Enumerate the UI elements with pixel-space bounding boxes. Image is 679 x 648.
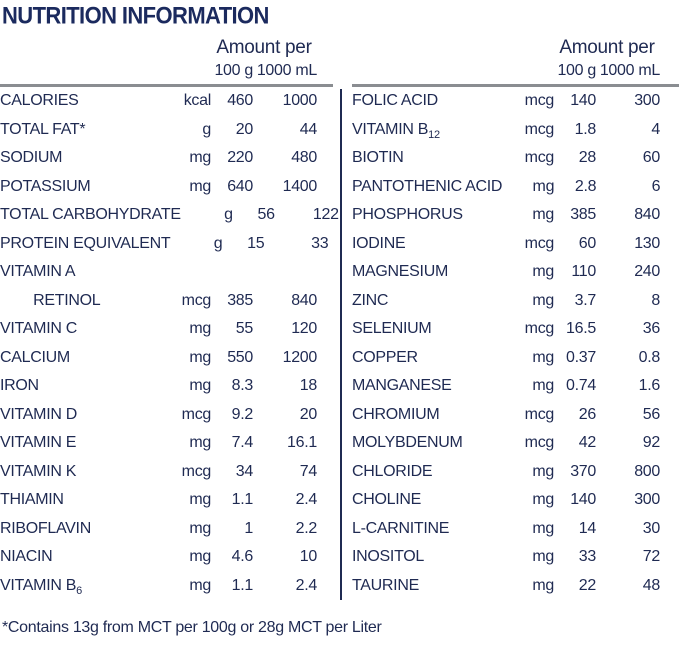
nutrient-label-text: TOTAL FAT* [0, 120, 86, 138]
nutrient-label [352, 349, 502, 367]
nutrient-unit: mcg [524, 234, 554, 252]
nutrient-label-text: CALORIES [0, 92, 79, 110]
table-row [0, 87, 333, 116]
nutrient-unit: mg [532, 519, 554, 537]
table-row [0, 315, 333, 344]
value-per-100g: 1.8 [574, 120, 596, 138]
value-per-1000ml: 20 [299, 405, 317, 423]
left-table-header [0, 36, 333, 82]
nutrient-unit: mg [189, 377, 211, 395]
nutrient-label-text: TAURINE [352, 576, 419, 594]
table-row [352, 287, 679, 316]
table-row [0, 201, 339, 230]
nutrient-label-text: BIOTIN [352, 149, 404, 167]
value-per-100g: 460 [227, 92, 253, 110]
column-header-100g: 100 g [214, 62, 253, 79]
table-row [0, 515, 333, 544]
value-per-100g: 4.6 [231, 548, 253, 566]
value-per-100g: 55 [235, 320, 253, 338]
nutrient-label-text: INOSITOL [352, 548, 424, 566]
value-per-1000ml: 18 [299, 377, 317, 395]
nutrient-unit: mg [189, 177, 211, 195]
table-row [352, 458, 679, 487]
value-per-1000ml: 36 [642, 320, 660, 338]
nutrient-label [352, 377, 502, 395]
table-row [0, 572, 333, 601]
value-per-100g: 140 [570, 491, 596, 509]
nutrient-unit: mcg [524, 320, 554, 338]
right-nutrition-table [352, 36, 679, 600]
value-per-100g: 3.7 [574, 291, 596, 309]
value-per-100g: 16.5 [566, 320, 596, 338]
value-per-100g: 385 [227, 291, 253, 309]
nutrient-unit: mg [532, 291, 554, 309]
nutrient-unit: mcg [524, 92, 554, 110]
nutrient-unit: mg [532, 462, 554, 480]
nutrient-label [0, 577, 159, 595]
nutrient-label [0, 434, 159, 452]
column-header-1000ml: 1000 mL [256, 62, 317, 79]
table-row [0, 258, 333, 287]
nutrient-label [0, 149, 159, 167]
nutrient-unit: g [202, 120, 211, 138]
nutrient-label-text: SODIUM [0, 149, 63, 167]
nutrient-label-text: CHROMIUM [352, 405, 440, 423]
nutrient-label [352, 292, 502, 310]
nutrient-label-text: ZINC [352, 291, 389, 309]
nutrient-label [0, 491, 159, 509]
nutrient-label-text: POTASSIUM [0, 177, 91, 195]
value-per-100g: 640 [227, 177, 253, 195]
value-per-100g: 1.1 [231, 491, 253, 509]
page-title: NUTRITION INFORMATION [2, 2, 269, 30]
nutrient-unit: mg [189, 491, 211, 509]
nutrient-unit: mg [189, 548, 211, 566]
table-row [352, 344, 679, 373]
value-per-1000ml: 800 [634, 462, 660, 480]
value-per-1000ml: 300 [634, 92, 660, 110]
table-row [352, 230, 679, 259]
value-per-1000ml: 2.4 [295, 491, 317, 509]
nutrient-label-text: FOLIC ACID [352, 92, 438, 110]
table-row [352, 543, 679, 572]
nutrient-label-text: VITAMIN K [0, 462, 77, 480]
nutrient-unit: mg [532, 263, 554, 281]
column-header-100g: 100 g [557, 62, 596, 79]
value-per-1000ml: 1400 [282, 177, 317, 195]
nutrient-label-text: VITAMIN D [0, 405, 78, 423]
value-per-1000ml: 0.8 [638, 348, 660, 366]
value-per-1000ml: 4 [651, 120, 660, 138]
nutrient-unit: mg [532, 576, 554, 594]
nutrient-label [0, 520, 159, 538]
nutrient-label-text: MOLYBDENUM [352, 434, 463, 452]
value-per-100g: 20 [235, 120, 253, 138]
nutrient-label-text: CHLORIDE [352, 462, 433, 480]
nutrient-label [0, 178, 159, 196]
table-row [0, 287, 333, 316]
nutrient-label-text: SELENIUM [352, 320, 432, 338]
value-per-1000ml: 74 [299, 462, 317, 480]
value-per-1000ml: 300 [634, 491, 660, 509]
nutrient-label-text: VITAMIN C [0, 320, 78, 338]
left-nutrition-table [0, 36, 339, 600]
table-row [0, 173, 333, 202]
value-per-100g: 33 [578, 548, 596, 566]
amount-per-header: Amount per [216, 37, 312, 58]
nutrient-label [0, 548, 159, 566]
nutrient-unit: mcg [524, 405, 554, 423]
value-per-1000ml: 2.2 [295, 519, 317, 537]
value-per-1000ml: 120 [291, 320, 317, 338]
right-table-rows [352, 87, 679, 600]
column-divider [340, 89, 342, 600]
value-per-100g: 1 [244, 519, 253, 537]
nutrient-label [352, 206, 502, 224]
nutrient-unit: mg [189, 320, 211, 338]
value-per-100g: 56 [257, 206, 275, 224]
table-row [0, 458, 333, 487]
nutrient-unit: mcg [524, 434, 554, 452]
table-row [352, 315, 679, 344]
nutrient-unit: mcg [524, 149, 554, 167]
nutrient-label-text: IRON [0, 377, 39, 395]
nutrient-label [352, 149, 502, 167]
nutrient-label [352, 520, 502, 538]
value-per-1000ml: 48 [642, 576, 660, 594]
value-per-100g: 26 [578, 405, 596, 423]
nutrient-label-text: PHOSPHORUS [352, 206, 463, 224]
table-row [0, 429, 333, 458]
nutrient-label [0, 92, 159, 110]
nutrient-label-text: CALCIUM [0, 348, 70, 366]
table-row [0, 144, 333, 173]
nutrient-label-text: PROTEIN EQUIVALENT [0, 234, 171, 252]
nutrient-label-text: THIAMIN [0, 491, 64, 509]
nutrient-label-text: VITAMIN B [352, 120, 429, 138]
value-per-1000ml: 130 [634, 234, 660, 252]
value-per-100g: 15 [247, 234, 265, 252]
nutrient-unit: g [224, 206, 233, 224]
value-per-1000ml: 240 [634, 263, 660, 281]
value-per-100g: 140 [570, 92, 596, 110]
value-per-1000ml: 8 [651, 291, 660, 309]
nutrient-unit: mg [532, 548, 554, 566]
nutrient-label [352, 434, 502, 452]
table-row [352, 173, 679, 202]
nutrient-unit: mcg [181, 405, 211, 423]
nutrient-label [0, 320, 159, 338]
table-row [352, 372, 679, 401]
nutrient-label [0, 121, 159, 139]
value-per-1000ml: 44 [299, 120, 317, 138]
nutrient-unit: mg [189, 434, 211, 452]
value-per-100g: 2.8 [574, 177, 597, 195]
table-row [352, 401, 679, 430]
nutrient-label-text: CHOLINE [352, 491, 422, 509]
value-per-1000ml: 840 [634, 206, 660, 224]
value-per-100g: 370 [570, 462, 596, 480]
value-per-1000ml: 1.6 [638, 377, 660, 395]
nutrient-label [0, 292, 159, 310]
nutrition-label [0, 2, 679, 648]
nutrient-label [352, 491, 502, 509]
nutrient-label-text: VITAMIN E [0, 434, 77, 452]
right-table-header [352, 36, 679, 82]
nutrient-label-text: IODINE [352, 234, 406, 252]
table-row [0, 486, 333, 515]
nutrient-label [352, 92, 502, 110]
value-per-100g: 22 [578, 576, 596, 594]
nutrient-label [352, 463, 502, 481]
nutrient-label [352, 235, 502, 253]
value-per-1000ml: 33 [311, 234, 329, 252]
value-per-1000ml: 1000 [282, 92, 317, 110]
table-row [352, 116, 679, 145]
value-per-100g: 1.1 [231, 576, 253, 594]
nutrient-label-text: NIACIN [0, 548, 53, 566]
value-per-1000ml: 1200 [282, 348, 317, 366]
nutrient-label [0, 349, 159, 367]
value-per-1000ml: 16.1 [287, 434, 317, 452]
table-row [352, 201, 679, 230]
nutrient-label-text: COPPER [352, 348, 418, 366]
value-per-100g: 385 [570, 206, 596, 224]
nutrient-unit: mcg [181, 291, 211, 309]
nutrient-label-text: MAGNESIUM [352, 263, 448, 281]
nutrient-label-text: PANTOTHENIC ACID [352, 177, 503, 195]
column-header-1000ml: 1000 mL [599, 62, 660, 79]
table-row [352, 515, 679, 544]
amount-per-header: Amount per [559, 37, 655, 58]
nutrient-label-text: VITAMIN B [0, 576, 77, 594]
table-row [0, 344, 333, 373]
nutrient-label-text: RIBOFLAVIN [0, 519, 91, 537]
nutrient-unit: mg [189, 149, 211, 167]
value-per-100g: 0.37 [566, 348, 596, 366]
nutrient-label-subscript: 6 [76, 584, 82, 597]
value-per-1000ml: 6 [651, 177, 661, 195]
value-per-100g: 9.2 [231, 405, 253, 423]
nutrient-unit: mg [532, 206, 554, 224]
nutrient-label [0, 206, 181, 224]
table-row [352, 486, 679, 515]
value-per-100g: 42 [578, 434, 596, 452]
value-per-1000ml: 122 [312, 206, 339, 224]
nutrient-unit: mg [189, 348, 211, 366]
nutrient-label [0, 406, 159, 424]
table-row [0, 116, 333, 145]
nutrient-unit: mg [532, 377, 554, 395]
table-row [352, 572, 679, 601]
value-per-100g: 34 [235, 462, 253, 480]
value-per-100g: 110 [571, 263, 596, 281]
nutrient-label-text: MANGANESE [352, 377, 452, 395]
nutrient-label [0, 235, 170, 253]
value-per-100g: 28 [578, 149, 596, 167]
value-per-1000ml: 2.4 [295, 576, 317, 594]
value-per-100g: 7.4 [231, 434, 253, 452]
value-per-100g: 8.3 [231, 377, 253, 395]
value-per-1000ml: 840 [291, 291, 317, 309]
nutrient-label [0, 263, 159, 281]
value-per-1000ml: 56 [642, 405, 660, 423]
value-per-1000ml: 480 [291, 149, 317, 167]
nutrient-unit: mg [532, 491, 554, 509]
value-per-100g: 14 [578, 519, 596, 537]
nutrient-label-subscript: 12 [428, 128, 440, 141]
nutrient-label-text: VITAMIN A [0, 263, 76, 281]
nutrient-label-text: L-CARNITINE [352, 519, 450, 537]
nutrient-label [352, 121, 502, 139]
value-per-1000ml: 10 [299, 548, 317, 566]
table-row [0, 401, 333, 430]
table-row [0, 230, 333, 259]
nutrient-label-text: TOTAL CARBOHYDRATE [0, 206, 181, 224]
left-table-rows [0, 87, 339, 600]
table-row [0, 372, 333, 401]
table-row [352, 258, 679, 287]
nutrient-label [352, 178, 502, 196]
nutrient-label [352, 406, 502, 424]
nutrient-label [352, 263, 502, 281]
table-row [352, 87, 679, 116]
value-per-1000ml: 60 [642, 149, 660, 167]
nutrient-unit: mg [532, 348, 554, 366]
nutrient-label [352, 320, 502, 338]
value-per-100g: 60 [578, 234, 596, 252]
value-per-100g: 550 [227, 348, 253, 366]
value-per-1000ml: 72 [642, 548, 660, 566]
value-per-1000ml: 30 [642, 519, 660, 537]
value-per-100g: 0.74 [566, 377, 596, 395]
table-row [352, 429, 679, 458]
nutrient-unit: mg [532, 177, 555, 195]
footnote: *Contains 13g from MCT per 100g or 28g MCT per Liter [2, 619, 382, 636]
value-per-100g: 220 [227, 149, 253, 167]
nutrient-label [352, 577, 502, 595]
table-row [0, 543, 333, 572]
nutrient-label [0, 377, 159, 395]
nutrient-unit: kcal [183, 92, 211, 110]
nutrient-label [352, 548, 502, 566]
table-row [352, 144, 679, 173]
value-per-1000ml: 92 [642, 434, 660, 452]
nutrient-unit: mg [189, 576, 211, 594]
nutrient-label [0, 463, 159, 481]
nutrient-unit: mcg [524, 120, 554, 138]
nutrient-label-text: RETINOL [0, 291, 101, 309]
nutrient-unit: mg [189, 519, 211, 537]
nutrient-unit: mcg [181, 462, 211, 480]
nutrient-unit: g [213, 234, 223, 252]
